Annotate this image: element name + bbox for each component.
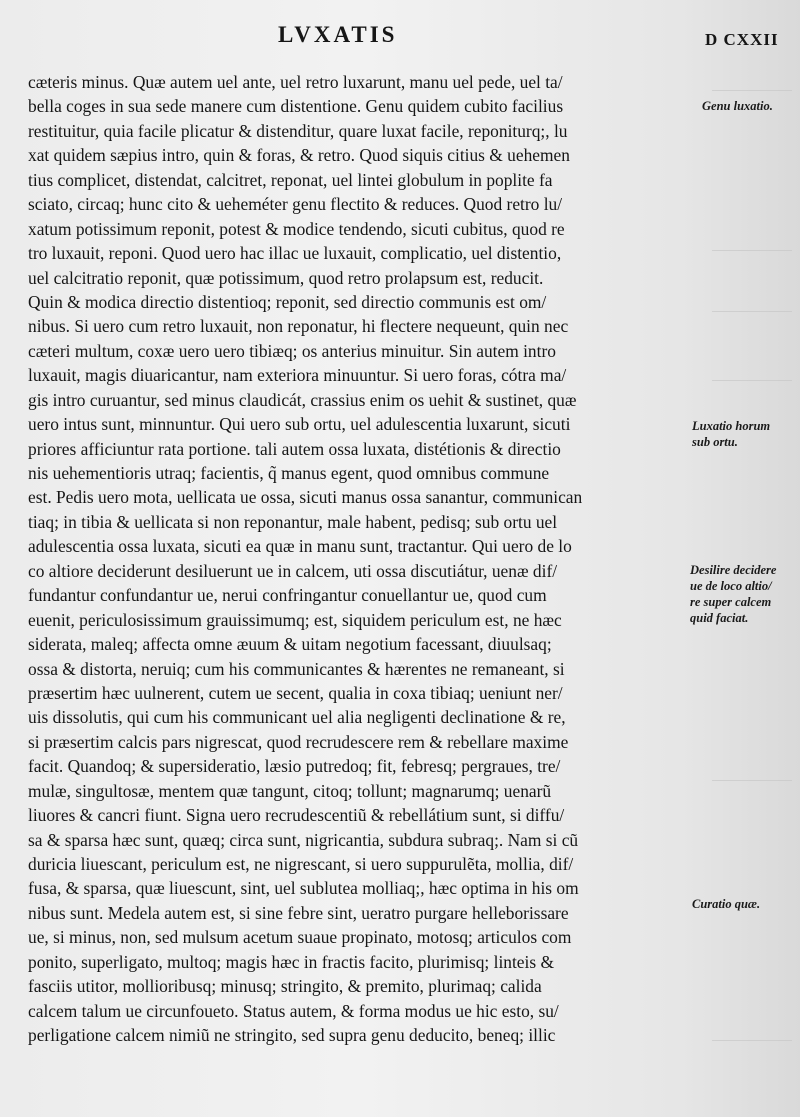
marginal-note-line: quid faciat. [690,611,749,625]
text-line: calcem talum ue circunfoueto. Status autem, & forma modus ue hic esto, su/ [28,1000,559,1021]
text-line: sciato, circaq; hunc cito & ueheméter genu flectito & reduces. Quod retro lu/ [28,194,563,215]
marginal-note-line: Genu luxatio. [702,99,773,113]
text-line: ue, si minus, non, sed mulsum acetum suaue propinato, motosq; articulos com [28,927,572,948]
text-line: xat quidem sæpius intro, quin & foras, & retro. Quod siquis citius & uehemen [28,145,570,166]
text-line: facit. Quandoq; & supersideratio, læsio putredoq; fit, febresq; pergraues, tre/ [28,756,561,777]
text-line: est. Pedis uero mota, uellicata ue ossa, sicuti manus ossa sanantur, communican [28,487,583,508]
marginal-note-line: Luxatio horum [692,419,771,433]
text-line: cæteris minus. Quæ autem uel ante, uel retro luxarunt, manu uel pede, uel ta/ [28,72,563,92]
folio-number: D CXXII [705,30,779,49]
text-line: tiaq; in tibia & uellicata si non reponantur, male habent, pedisq; sub ortu uel [28,511,558,532]
bleed-through-shadow [712,250,792,312]
text-line: sa & sparsa hæc sunt, quæq; circa sunt, nigricantia, subdura subraq;. Nam si cũ [28,829,579,850]
text-line: mulæ, singultosæ, mentem quæ tangunt, citoq; tollunt; magnarumq; uenarũ [28,780,552,801]
text-line: nibus sunt. Medela autem est, si sine febre sint, ueratro purgare helleborissare [28,902,569,923]
bleed-through-shadow [712,350,792,381]
text-line: nibus. Si uero cum retro luxauit, non reponatur, hi flectere nequeunt, quin nec [28,316,569,337]
text-line: liuores & cancri fiunt. Signa uero recrudescentiũ & rebellátium sunt, si diffu/ [28,805,565,826]
text-line: ponito, superligato, multoq; magis hæc in fractis facito, plurimisq; linteis & [28,951,554,972]
text-line: fundantur confundantur ue, nerui confringantur conuellantur ue, quod cum [28,585,547,606]
text-line: præsertim hæc uulnerent, cutem ue secent, qualia in coxa tibiaq; ueniunt ner/ [28,682,563,703]
text-line: fasciis utitor, mollioribusq; minusq; stringito, & premito, plurimaq; calida [28,976,542,997]
text-line: priores afficiuntur rata portione. tali autem ossa luxata, distétionis & directio [28,438,561,459]
text-line: luxauit, magis diuaricantur, nam exteriora minuuntur. Si uero foras, cótra ma/ [28,365,567,386]
text-line: restituitur, quia facile plicatur & distenditur, quare luxat facile, reponiturq;, lu [28,120,568,141]
text-line: perligatione calcem nimiũ ne stringito, sed supra genu deducito, beneq; illic [28,1025,556,1046]
text-line: fusa, & sparsa, quæ liuescunt, sint, uel sublutea molliaq;, hæc optima in his om [28,878,579,899]
text-line: Quin & modica directio distentioq; reponit, sed directio communis est om/ [28,291,547,312]
text-line: uis dissolutis, qui cum his communicant uel alia negligenti declinatione & re, [28,707,566,728]
text-line: bella coges in sua sede manere cum distentione. Genu quidem cubito facilius [28,96,564,117]
bleed-through-shadow [712,780,792,821]
text-line: tro luxauit, reponi. Quod uero hac illac ue luxauit, complicatio, uel distentio, [28,243,562,264]
text-line: xatum potissimum reponit, potest & modice tendendo, sicuti cubitus, quod re [28,218,565,239]
text-line: siderata, maleq; affecta omne æuum & uitam negotium facessant, diuulsaq; [28,634,552,655]
text-line: cæteri multum, coxæ uero uero tibiæq; os anterius minuitur. Sin autem intro [28,340,556,361]
marginal-note-line: ue de loco altio/ [690,579,772,593]
text-line: nis uehementioris utraq; facientis, q̃ manus egent, quod omnibus commune [28,463,550,483]
text-line: si præsertim calcis pars nigrescat, quod recrudescere rem & rebellare maxime [28,731,569,752]
marginal-note-line: Desilire decidere [690,563,777,577]
bleed-through-shadow [712,1020,792,1041]
marginal-note-line: re super calcem [690,595,772,609]
text-line: duricia liuescant, periculum est, ne nigrescant, si uero suppurulẽta, mollia, dif/ [28,854,574,874]
marginal-note-curatio [692,896,760,912]
text-line: uero intus sunt, minnuntur. Qui uero sub ortu, uel adulescentia luxarunt, sicuti [28,414,571,435]
marginal-note-genu [702,98,773,114]
text-line: uel calcitratio reponit, quæ potissimum, quod retro prolapsum est, reducit. [28,267,544,288]
text-line: co altiore deciderunt desiluerunt ue in calcem, uti ossa discutiátur, uenæ dif/ [28,560,558,581]
marginal-note-desilire [690,562,776,626]
text-line: gis intro curuantur, sed minus claudicát, crassius enim os uehit & sustinet, quæ [28,389,577,410]
text-line: ossa & distorta, neruiq; cum his communicantes & hærentes ne remaneant, si [28,658,565,679]
text-line: euenit, periculosissimum grauissimumq; est, siquidem periculum est, ne hæc [28,609,562,630]
marginal-note-sub-ortu [692,418,770,450]
marginal-note-line: Curatio quæ. [692,897,761,911]
body-text [28,70,688,1048]
text-line: adulescentia ossa luxata, sicuti ea quæ in manu sunt, tractantur. Qui uero de lo [28,536,572,557]
text-line: tius complicet, distendat, calcitret, reponat, uel lintei globulum in poplite fa [28,169,553,190]
running-title: LVXATIS [278,22,398,47]
marginal-note-line: sub ortu. [692,435,738,449]
